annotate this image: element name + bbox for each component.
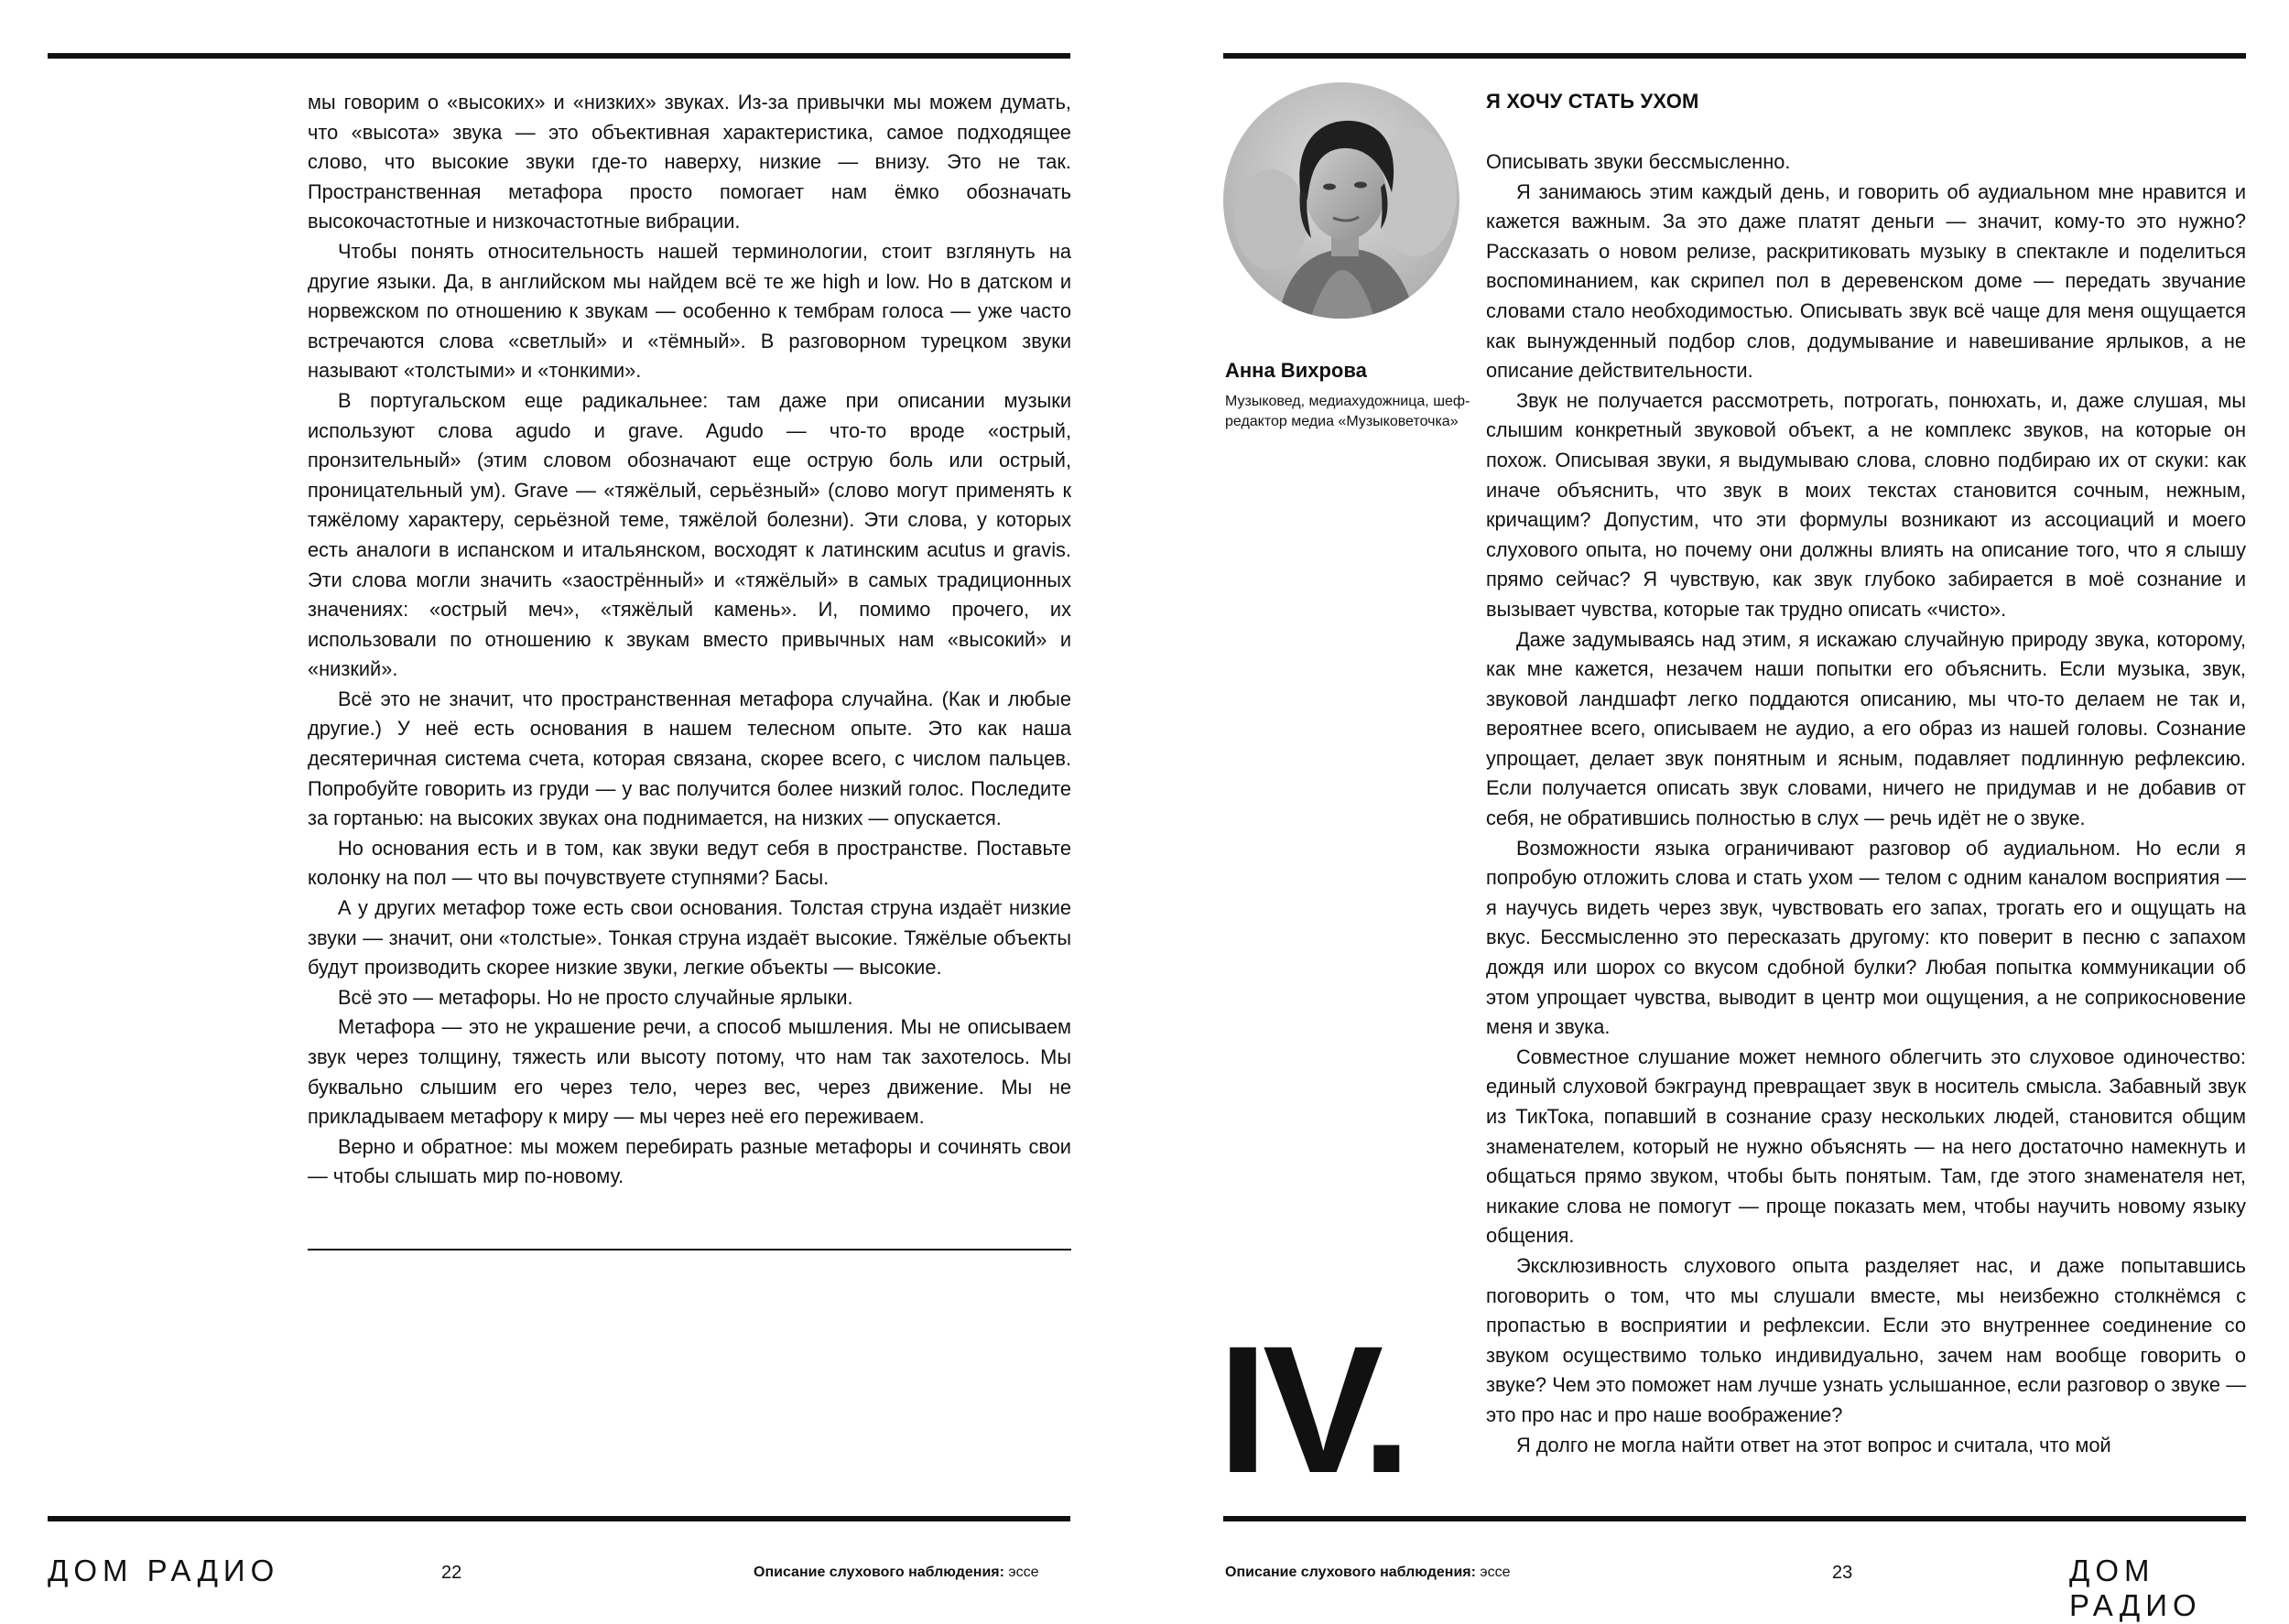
paragraph: В португальском еще радикальнее: там даже при описании музыки используют слова agudo и grave. Agudo — что-то вроде «острый, пронзительный» (этим словом обозначают еще острую боль или острый, проницательный ум). Grave — «тяжёлый, серьёзный» (слово могут применять к тяжёлому характеру, серьёзной теме, тяжёлой болезни). Эти слова, у которых есть аналоги в испанском и итальянском, восходят к латинским acutus и gravis. Эти слова могли значить «заострённый» и «тяжёлый» в самых традиционных значениях: «острый меч», «тяжёлый камень». И, помимо прочего, их использовали по отношению к звукам вместо привычных нам «высокий» и «низкий». (308, 388, 1071, 681)
right-article-body (1486, 147, 2246, 1460)
paragraph: Даже задумываясь над этим, я искажаю случайную природу звука, которому, как мне кажется, незачем наши попытки его объяснить. Если музыка, звук, звуковой ландшафт легко поддаются описанию, мы что-то делаем не так и, вероятнее всего, описываем не аудио, а его образ из нашей головы. Сознание упрощает, делает звук понятным и ясным, подавляет подлинную рефлексию. Если получается описать звук словами, ничего не придумав и не добавив от себя, не обратившись полностью в слух — речь идёт не о звуке. (1486, 627, 2246, 830)
paragraph: Я занимаюсь этим каждый день, и говорить об аудиальном мне нравится и кажется важным. За это даже платят деньги — значит, кому-то это нужно? Рассказать о новом релизе, раскритиковать музыку в спектакле и поделиться воспоминанием, как скрипел пол в деревенском доме — передать звучание словами стало необходимостью. Описывать звук всё чаще для меня ощущается как вынужденный подбор слов, додумывание и навешивание ярлыков, а не описание действительности. (1486, 179, 2246, 383)
paragraph: Верно и обратное: мы можем перебирать разные метафоры и сочинять свои — чтобы слышать мир по-новому. (308, 1134, 1071, 1188)
paragraph: мы говорим о «высоких» и «низких» звуках. Из-за привычки мы можем думать, что «высота» звука — это объективная характеристика, самое подходящее слово, что высокие звуки где-то наверху, низкие — внизу. Это не так. Пространственная метафора просто помогает нам ёмко обозначать высокочастотные и низкочастотные вибрации. (308, 91, 1071, 233)
page-number: 23 (1832, 1563, 1853, 1583)
top-rule (48, 53, 1070, 59)
author-portrait-icon (1223, 82, 1459, 319)
footer-title-rest: эссе (1475, 1564, 1511, 1580)
section-numeral: IV. (1218, 1308, 1406, 1510)
left-page (0, 0, 1144, 1624)
bottom-rule (1223, 1516, 2246, 1521)
paragraph: Чтобы понять относительность нашей терминологии, стоит взглянуть на другие языки. Да, в английском мы найдем всё те же high и low. Но в датском и норвежском по отношению к звукам — особенно к тембрам голоса — уже часто встречаются слова «светлый» и «тёмный». В разговорном турецком звуки называют «толстыми» и «тонкими». (308, 239, 1071, 383)
paragraph: Описывать звуки бессмысленно. (1486, 150, 1791, 173)
paragraph: Всё это — метафоры. Но не просто случайные ярлыки. (338, 985, 853, 1009)
paragraph: Метафора — это не украшение речи, а способ мышления. Мы не описываем звук через толщину, тяжесть или высоту потому, что нам так захотелось. Мы буквально слышим его через тело, через вес, через движение. Мы не прикладываем метафору к миру — мы через неё его переживаем. (308, 1015, 1071, 1129)
dom-radio-logo: ДОМ РАДИО (48, 1554, 280, 1587)
author-name: Анна Вихрова (1225, 359, 1367, 382)
paragraph: Звук не получается рассмотреть, потрогать, понюхать, и, даже слушая, мы слышим конкретный звуковой объект, а не комплекс звуков, на которые он похож. Описывая звуки, я выдумываю слова, словно подбираю их от скуки: как иначе объяснить, что звук в моих текстах становится сочным, нежным, кричащим? Допустим, что эти формулы возникают из ассоциаций и моего слухового опыта, но почему они должны влиять на описание того, что я слышу прямо сейчас? Я чувствую, как звук глубоко забирается в моё сознание и вызывает чувства, которые так трудно описать «чисто». (1486, 388, 2246, 621)
footer-running-title (754, 1564, 1038, 1581)
paragraph: Совместное слушание может немного облегчить это слуховое одиночество: единый слуховой бэкграунд превращает звук в носитель смысла. Забавный звук из ТикТока, попавший в сознание сразу нескольких людей, становится общим знаменателем, который не нужно объяснять — на него достаточно намекнуть и общаться прямо звуком, чтобы быть понятым. Там, где этого знаменателя нет, никакие слова не помогут — проще показать мем, чтобы научить новому языку общения. (1486, 1045, 2246, 1248)
paragraph: Возможности языка ограничивают разговор об аудиальном. Но если я попробую отложить слова и стать ухом — телом с одним каналом восприятия — я научусь видеть через звук, чувствовать его запах, трогать его и ощущать на вкус. Бессмысленно это пересказать другому: кто поверит в песню с запахом дождя или шорох со вкусом сдобной булки? Любая попытка коммуникации об этом упрощает чувства, выводит в центр мои ощущения, а не соприкосновение меня и звука. (1486, 836, 2246, 1039)
section-title: Я ХОЧУ СТАТЬ УХОМ (1486, 90, 1699, 113)
bottom-rule (48, 1516, 1070, 1521)
footer-running-title (1225, 1564, 1510, 1581)
paragraph: Я долго не могла найти ответ на этот вопрос и считала, что мой (1516, 1433, 2111, 1456)
left-article-body (308, 88, 1071, 1192)
page-number: 22 (441, 1563, 462, 1583)
footer-title-bold: Описание слухового наблюдения: (754, 1564, 1004, 1580)
right-page (1144, 0, 2289, 1624)
footer-title-rest: эссе (1003, 1564, 1039, 1580)
paragraph: Всё это не значит, что пространственная метафора случайна. (Как и любые другие.) У неё есть основания в нашем телесном опыте. Это как наша десятеричная система счета, которая связана, скорее всего, с числом пальцев. Попробуйте говорить из груди — у вас получится более низкий голос. Последите за гортанью: на высоких звуках она поднимается, на низких — опускается. (308, 687, 1071, 830)
author-role: Музыковед, медиахудожница, шеф-редактор медиа «Музыковеточка» (1225, 394, 1470, 429)
article-end-rule (308, 1249, 1071, 1250)
paragraph: Но основания есть и в том, как звуки ведут себя в пространстве. Поставьте колонку на пол — что вы почувствуете ступнями? Басы. (308, 836, 1071, 890)
paragraph: Эксклюзивность слухового опыта разделяет нас, и даже попытавшись поговорить о том, что мы слушали вместе, мы неизбежно столкнёмся с пропастью в восприятии и рефлексии. Если это внутреннее соединение со звуком осуществимо только индивидуально, зачем нам вообще говорить о звуке? Чем это поможет нам лучше узнать услышанное, если разговор о звуке — это про нас и про наше воображение? (1486, 1253, 2246, 1426)
dom-radio-logo: ДОМ РАДИО (2069, 1554, 2202, 1622)
footer-title-bold: Описание слухового наблюдения: (1225, 1564, 1476, 1580)
top-rule (1223, 53, 2246, 59)
paragraph: А у других метафор тоже есть свои основания. Толстая струна издаёт низкие звуки — значит, они «толстые». Тонкая струна издаёт высокие. Тяжёлые объекты будут производить скорее низкие звуки, легкие объекты — высокие. (308, 896, 1071, 980)
